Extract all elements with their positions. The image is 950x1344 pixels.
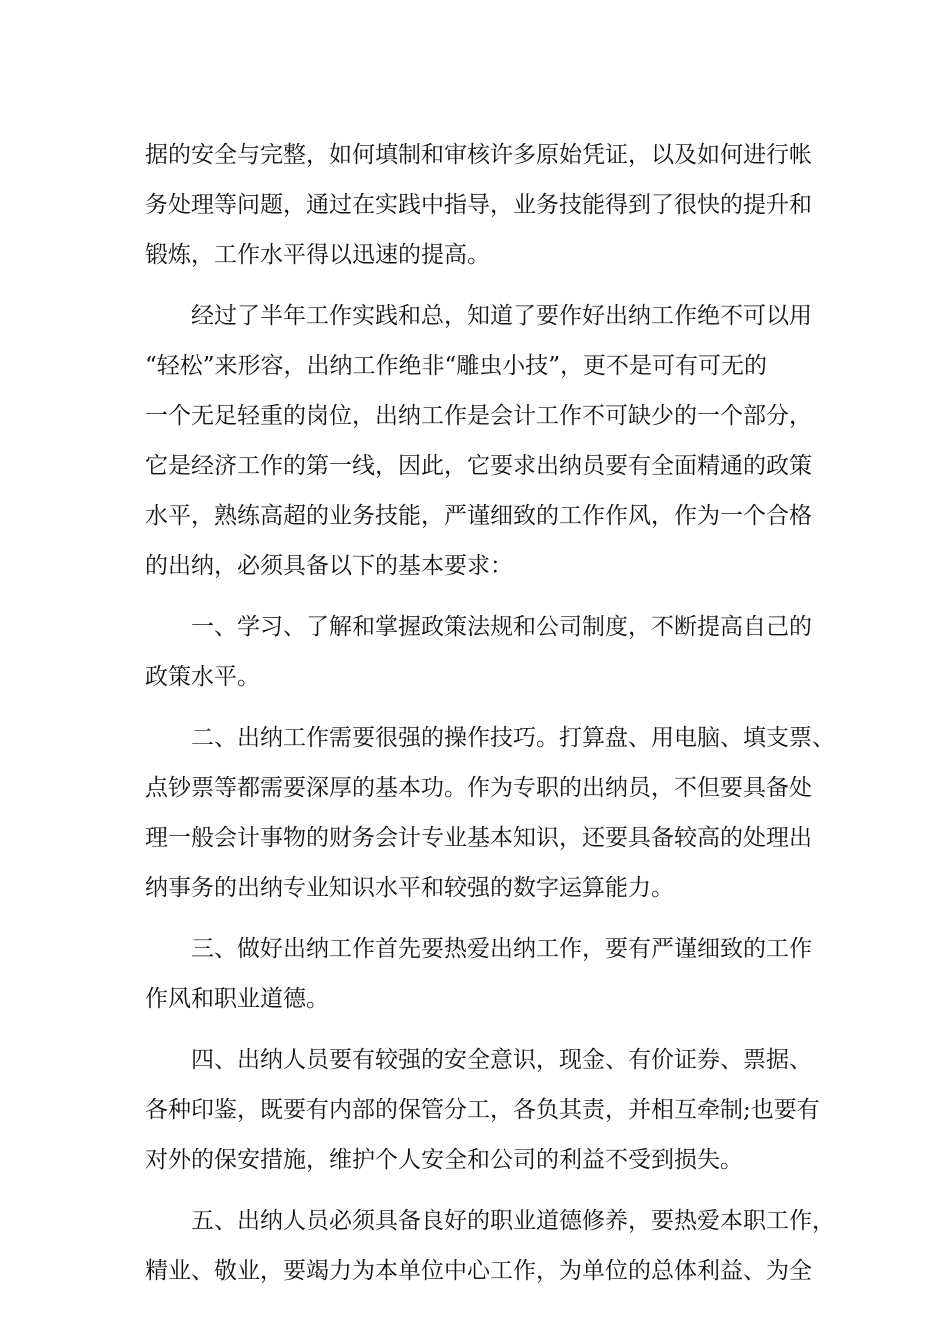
paragraph-line: 纳事务的出纳专业知识水平和较强的数字运算能力。 [145,875,674,901]
paragraph-line: 二、出纳工作需要很强的操作技巧。打算盘、用电脑、填支票、 [191,725,835,751]
paragraph-line: 四、出纳人员要有较强的安全意识，现金、有价证券、票据、 [191,1047,812,1073]
paragraph-line: 政策水平。 [145,664,260,690]
paragraph-line: 对外的保安措施，维护个人安全和公司的利益不受到损失。 [145,1147,743,1173]
paragraph-line: 作风和职业道德。 [145,986,329,1012]
paragraph-line: 水平，熟练高超的业务技能，严谨细致的工作作风，作为一个合格 [145,503,812,529]
paragraph-1 [145,130,825,280]
paragraph-7 [145,1196,835,1296]
paragraph-line: 经过了半年工作实践和总，知道了要作好出纳工作绝不可以用 [191,303,812,329]
paragraph-line: 它是经济工作的第一线，因此，它要求出纳员要有全面精通的政策 [145,453,812,479]
paragraph-line: 一、学习、了解和掌握政策法规和公司制度，不断提高自己的 [191,614,812,640]
paragraph-4 [145,713,835,913]
paragraph-6 [145,1035,825,1185]
paragraph-line: 一个无足轻重的岗位，出纳工作是会计工作不可缺少的一个部分， [145,403,812,429]
document-body [145,130,835,1296]
paragraph-2 [145,291,825,591]
paragraph-line: 理一般会计事物的财务会计专业基本知识，还要具备较高的处理出 [145,825,812,851]
paragraph-line: 各种印鉴，既要有内部的保管分工，各负其责，并相互牵制;也要有 [145,1097,820,1123]
paragraph-line: 锻炼，工作水平得以迅速的提高。 [145,242,490,268]
paragraph-line: “轻松”来形容，出纳工作绝非“雕虫小技”，更不是可有可无的 [145,353,768,379]
paragraph-line: 务处理等问题，通过在实践中指导，业务技能得到了很快的提升和 [145,192,812,218]
paragraph-line: 三、做好出纳工作首先要热爱出纳工作，要有严谨细致的工作 [191,936,812,962]
paragraph-5 [145,924,825,1024]
paragraph-line: 精业、敬业，要竭力为本单位中心工作，为单位的总体利益、为全 [145,1258,812,1284]
paragraph-line: 点钞票等都需要深厚的基本功。作为专职的出纳员，不但要具备处 [145,775,812,801]
paragraph-line: 的出纳，必须具备以下的基本要求： [145,553,513,579]
paragraph-line: 据的安全与完整，如何填制和审核许多原始凭证，以及如何进行帐 [145,142,812,168]
paragraph-line: 五、出纳人员必须具备良好的职业道德修养，要热爱本职工作， [191,1208,835,1234]
paragraph-3 [145,602,825,702]
